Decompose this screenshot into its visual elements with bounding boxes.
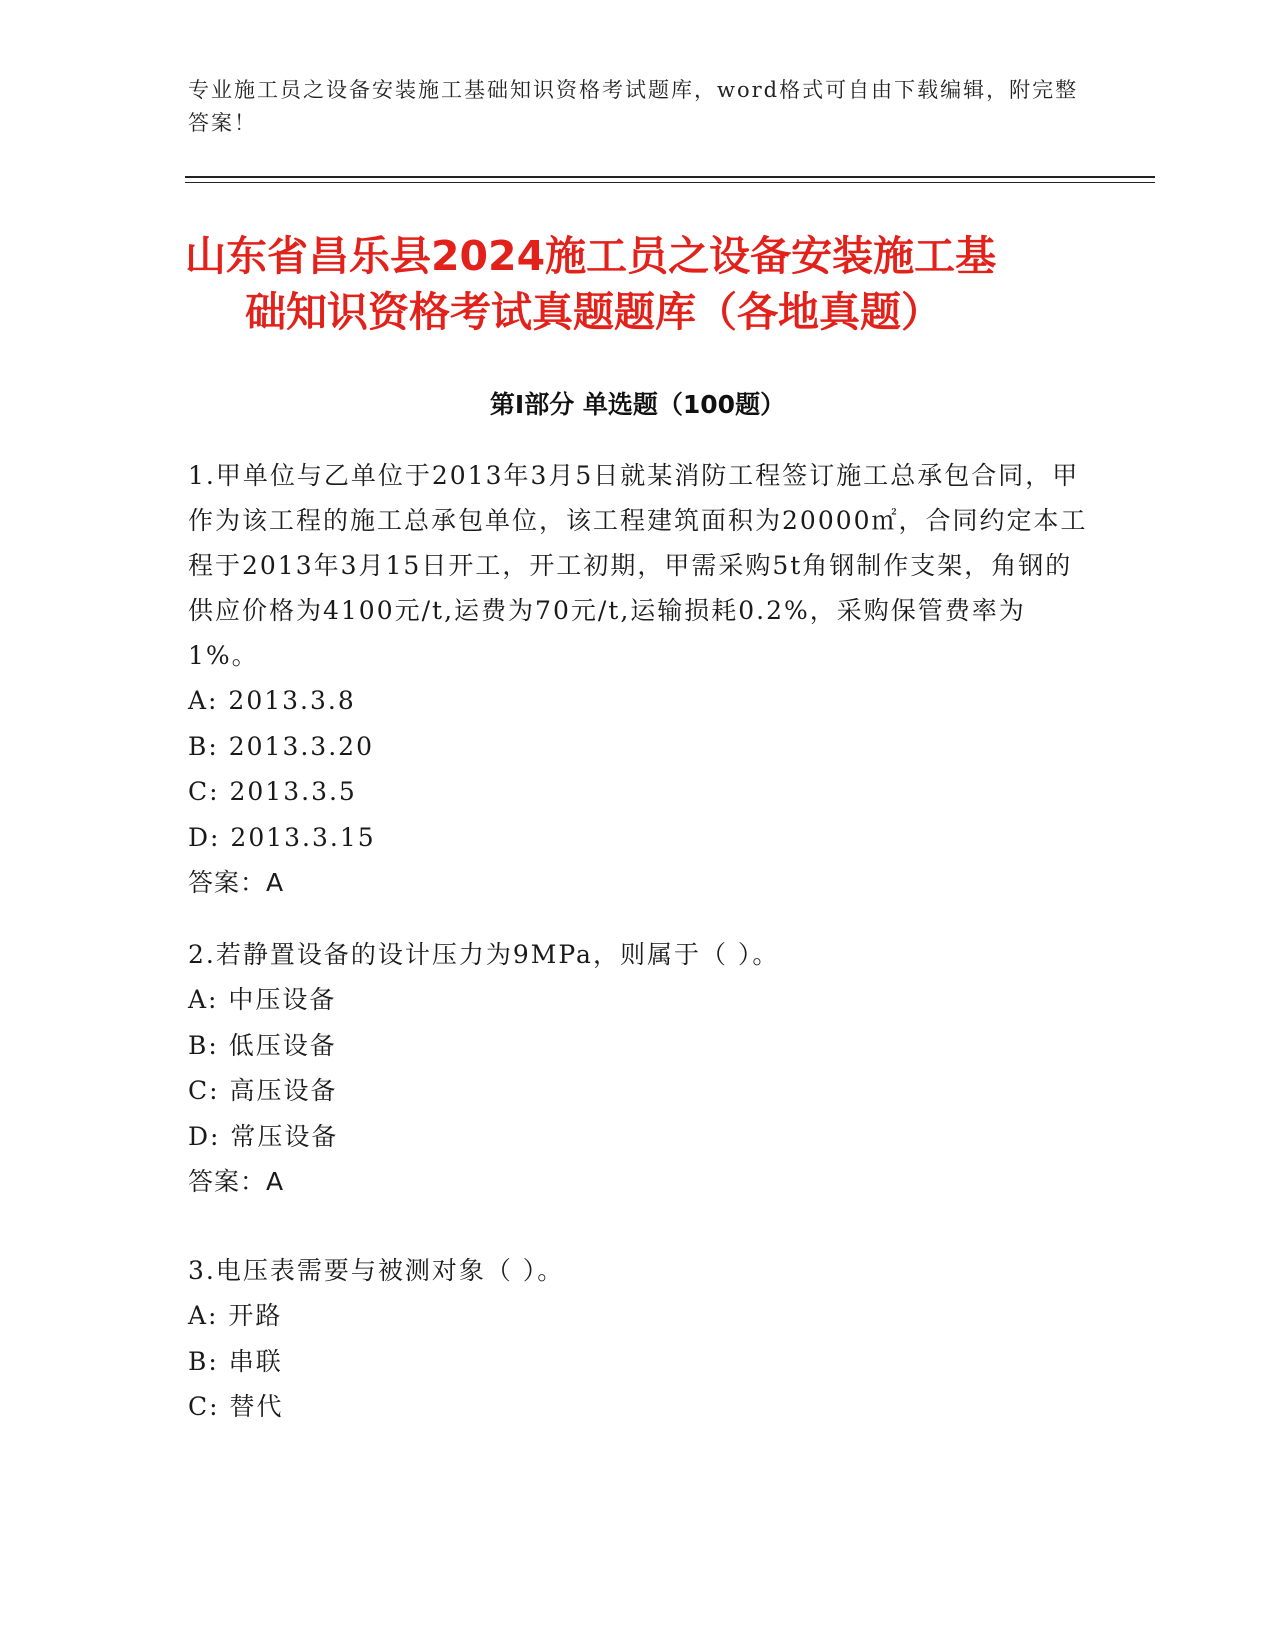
question-1-option-b: B: 2013.3.20 <box>188 731 374 761</box>
question-2-option-d: D: 常压设备 <box>188 1121 339 1151</box>
document-title-line-2: 础知识资格考试真题题库（各地真题） <box>245 288 942 336</box>
document-title-line-1: 山东省昌乐县2024施工员之设备安装施工基 <box>185 232 997 280</box>
question-2-stem: 2.若静置设备的设计压力为9MPa，则属于（ ）。 <box>188 940 780 969</box>
question-3-option-b: B: 串联 <box>188 1346 283 1376</box>
question-3-option-a: A: 开路 <box>188 1301 283 1330</box>
question-2-answer: 答案：A <box>188 1167 285 1196</box>
question-3-option-c: C: 替代 <box>188 1392 284 1421</box>
header-rule-thin <box>185 182 1155 183</box>
document-title <box>185 228 1095 340</box>
question-2-option-c: C: 高压设备 <box>188 1076 338 1105</box>
question-2-option-a: A: 中压设备 <box>188 985 337 1014</box>
question-3-stem: 3.电压表需要与被测对象（ ）。 <box>188 1256 565 1285</box>
question-1-answer: 答案：A <box>188 868 285 897</box>
question-3 <box>188 1248 1088 1430</box>
header-rule-thick <box>185 176 1155 178</box>
header-note: 专业施工员之设备安装施工基础知识资格考试题库，word格式可自由下载编辑，附完整答案！ <box>188 78 1079 135</box>
question-2 <box>188 932 1088 1204</box>
question-1-option-c: C: 2013.3.5 <box>188 777 357 806</box>
section-title: 第Ⅰ部分 单选题（100题） <box>489 390 786 419</box>
question-1 <box>188 453 1088 905</box>
question-2-option-b: B: 低压设备 <box>188 1030 337 1060</box>
question-1-option-d: D: 2013.3.15 <box>188 822 376 852</box>
question-1-option-a: A: 2013.3.8 <box>188 686 356 715</box>
question-1-stem: 1.甲单位与乙单位于2013年3月5日就某消防工程签订施工总承包合同，甲作为该工程的施工总承包单位，该工程建筑面积为20000㎡，合同约定本工程于2013年3月15日开工，开工初期，甲需采购5t角钢制作支架，角钢的供应价格为4100元/t,运费为70元/t,运输损耗0.2%，采购保管费率为1%。 <box>188 461 1088 670</box>
